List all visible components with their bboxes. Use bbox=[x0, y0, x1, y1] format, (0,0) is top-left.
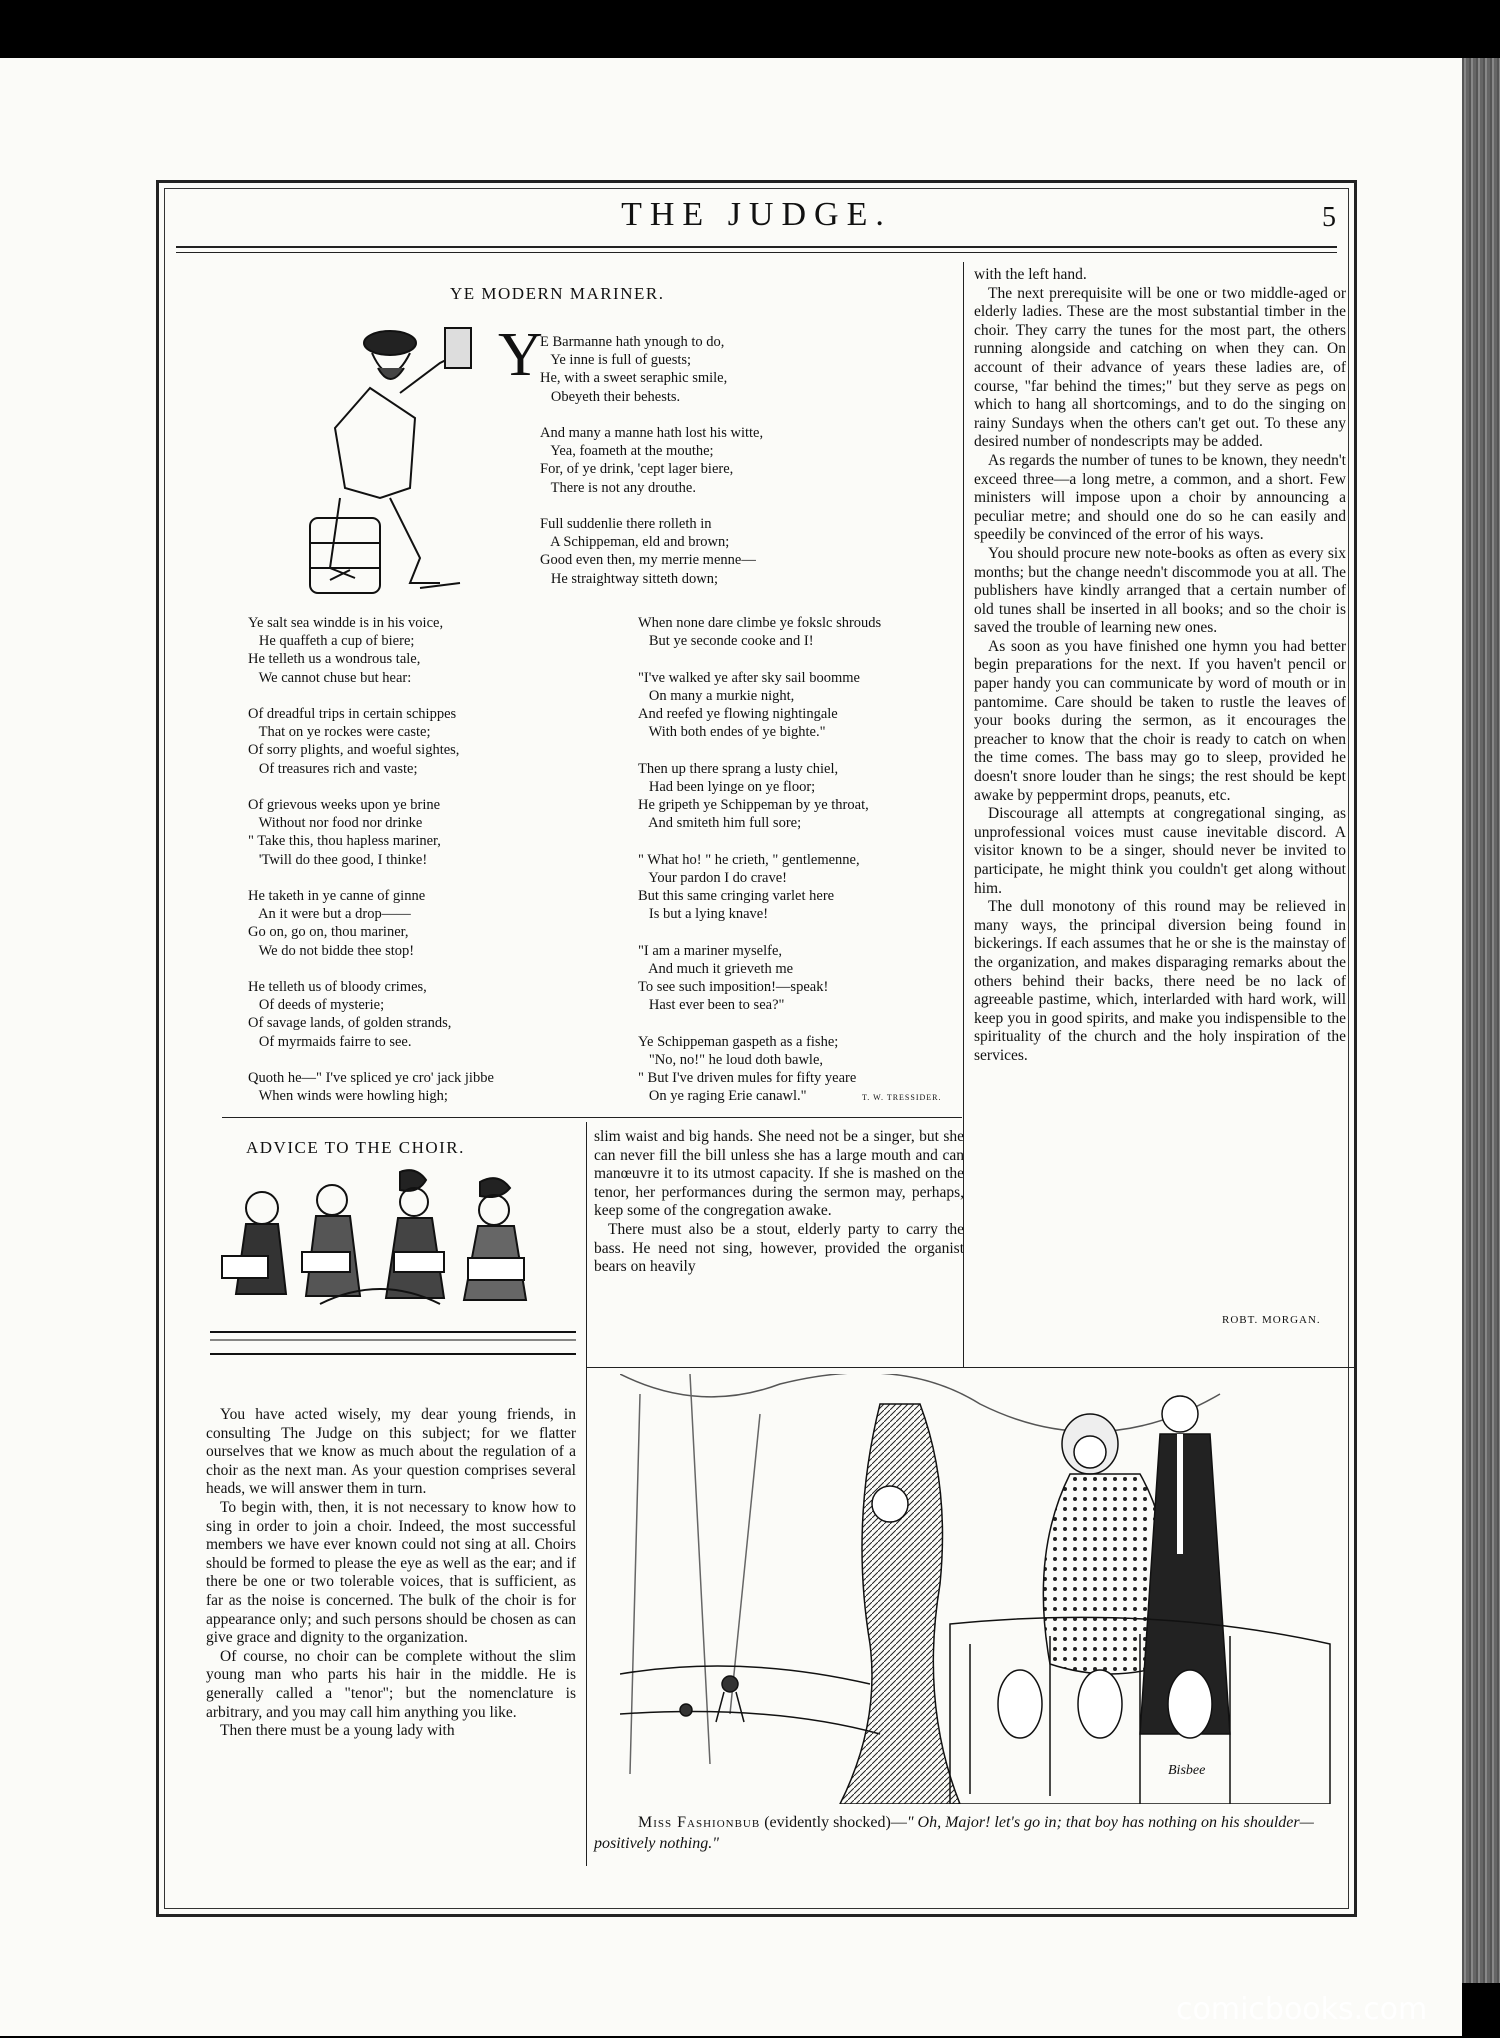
column-divider-left bbox=[586, 1122, 587, 1866]
article-title: ADVICE TO THE CHOIR. bbox=[246, 1138, 465, 1157]
article-paragraph: You should procure new note-books as often as every six months; but the change needn't discommode you at all. The publishers have kindly arranged that a certain number of old tunes shall be inserted in all books; and so the choir is saved the trouble of learning new ones. bbox=[974, 544, 1346, 637]
poem-title: YE MODERN MARINER. bbox=[450, 284, 665, 303]
poem-column-right: When none dare climbe ye fokslc shrouds But ye seconde cooke and I! "I've walked ye after sky sail boomme On many a murkie night, And reefed ye flowing nightingale With both endes of ye bighte." Then up there sprang a lusty chiel, Had been lyinge on ye floor; He gripeth ye Schippeman by ye throat, And smiteth him full sore; " What ho! " he crieth, " gentlemenne, Your pardon I do crave! But this same cringing varlet here Is but a lying knave! "I am a mariner myselfe, And much it grieveth me To see such imposition!—speak! Hast ever been to sea?" Ye Schippeman gaspeth as a fishe; "No, no!" he loud doth bawle, " But I've driven mules for fifty yeare On ye raging Erie canawl." bbox=[638, 615, 882, 1105]
poem-dropcap: Y bbox=[498, 321, 543, 389]
choir-illustration bbox=[210, 1164, 576, 1364]
poem-signature: T. W. TRESSIDER. bbox=[862, 1093, 942, 1102]
masthead-rule-bottom bbox=[176, 252, 1337, 253]
article-paragraph: As regards the number of tunes to be known, they needn't exceed three—a long metre, a common, and a short. Few ministers will impose upon a choir by announcing a peculiar metre; and should one do so he can easily and speedily be convinced of the error of his ways. bbox=[974, 451, 1346, 544]
article-column-1 bbox=[206, 1406, 576, 1741]
sailor-illustration bbox=[300, 318, 510, 608]
poem-bottom-rule bbox=[222, 1117, 962, 1118]
article-signature: ROBT. MORGAN. bbox=[1222, 1314, 1321, 1326]
article-paragraph: with the left hand. bbox=[974, 266, 1087, 283]
article-paragraph: slim waist and big hands. She need not be a singer, but she can never fill the bill unless she has a large mouth and can manœuvre it to its utmost capacity. If she is mashed on the tenor, her performances during the sermon may, perhaps, keep some of the congregation awake. bbox=[594, 1128, 964, 1220]
masthead-rule-top bbox=[176, 246, 1337, 248]
book-edge bbox=[1462, 58, 1500, 1983]
article-paragraph: To begin with, then, it is not necessary to know how to sing in order to join a choir. Indeed, the most successful members we have ever known could not sing at all. Choirs should be formed to please the eye as well as the ear; and if there be one or two tolerable voices, that is sufficient, as far as the noise is concerned. The bulk of the choir is for appearance only; and such persons should be chosen as can give grace and dignity to the organization. bbox=[206, 1498, 576, 1647]
caption-speaker: Miss Fashionbub bbox=[638, 1814, 761, 1831]
article-paragraph: Discourage all attempts at congregational singing, as unprofessional voices must cause inevitable discord. A visitor known to be a singer, should never be invited to participate, he might think you couldn't get along without him. bbox=[974, 805, 1346, 897]
article-paragraph: The next prerequisite will be one or two middle-aged or elderly ladies. These are the most substantial timber in the choir. They carry the tunes for the most part, the others running alongside and catching on when they can. On account of their advance of years these ladies are, of course, "far behind the times;" but they serve as pegs on which to hang all shortcomings, and to do the singing on rainy Sundays when the others can't get out. To these any desired number of nondescripts may be added. bbox=[974, 284, 1346, 451]
article-column-2 bbox=[594, 1128, 964, 1277]
article-paragraph: The dull monotony of this round may be relieved in many ways, the principal diversion being found in bickerings. If each assumes that he or she is the mainstay of the organization, and makes disparaging remarks about the others behind their backs, there need be no lack of agreeable pastime, which, interlarded with hard work, will keep you in good spirits, and make you indispensible to the spirituality of the church and the holy inspiration of the services. bbox=[974, 898, 1346, 1064]
page-number: 5 bbox=[1322, 202, 1336, 233]
cartoon-caption bbox=[594, 1812, 1354, 1854]
caption-aside: (evidently shocked)— bbox=[760, 1814, 907, 1831]
article-paragraph: There must also be a stout, elderly party to carry the bass. He need not sing, however, provided the organist bears on heavily bbox=[594, 1220, 964, 1276]
article-paragraph: Of course, no choir can be complete without the slim young man who parts his hair in the middle. He is generally called a "tenor"; but the nomenclature is arbitrary, and you may call him anything you like. bbox=[206, 1647, 576, 1721]
cartoon-artist-signature: Bisbee bbox=[1168, 1763, 1206, 1778]
caption-quote: " Oh, Major! let's go in; that boy has nothing on his shoulder—positively nothing." bbox=[594, 1814, 1314, 1852]
site-watermark: comicbooks.com bbox=[1176, 1992, 1428, 2027]
article-column-3 bbox=[974, 266, 1346, 1066]
article-paragraph: Then there must be a young lady with bbox=[220, 1722, 455, 1740]
masthead: THE JUDGE. bbox=[621, 196, 892, 233]
poem-column-left: Ye salt sea windde is in his voice, He quaffeth a cup of biere; He telleth us a wondrous tale, We cannot chuse but hear: Of dreadful trips in certain schippes That on ye rockes were caste; Of sorry plights, and woeful sightes, Of treasures rich and vaste; Of grievous weeks upon ye brine Without nor food nor drinke " Take this, thou hapless mariner, 'Twill do thee good, I thinke! He taketh in ye canne of ginne An it were but a drop—— Go on, go on, thou mariner, We do not bidde thee stop! He telleth us of bloody crimes, Of deeds of mysterie; Of savage lands, of golden strands, Of myrmaids fairre to see. Quoth he—" I've spliced ye cro' jack jibbe When winds were howling high; bbox=[248, 615, 494, 1105]
cartoon-top-rule bbox=[586, 1367, 1354, 1368]
cartoon-illustration bbox=[620, 1374, 1336, 1804]
poem-stanzas-top: E Barmanne hath ynough to do, Ye inne is full of guests; He, with a sweet seraphic smile, Obeyeth their behests. And many a manne hath lost his witte, Yea, foameth at the mouthe; For, of ye drink, 'cept lager biere, There is not any drouthe. Full suddenlie there rolleth in A Schippeman, eld and brown; Good even then, my merrie menne— He straightway sitteth down; bbox=[540, 334, 764, 587]
article-paragraph: As soon as you have finished one hymn you had better begin preparations for the next. If you haven't pencil or paper handy you can communicate by word of mouth or in pantomime. Care should be taken to rustle the leaves of your books during the sermon, as it encourages the preacher to know that the choir is ready to catch on when the time comes. The bass may go to sleep, provided he doesn't snore louder than he sings; the rest should be kept awake by peppermint drops, peanuts, etc. bbox=[974, 637, 1346, 804]
article-paragraph: You have acted wisely, my dear young friends, in consulting The Judge on this subject; for we flatter ourselves that we know as much about the regulation of a choir as the next man. As your question comprises several heads, we will answer them in turn. bbox=[206, 1406, 576, 1498]
